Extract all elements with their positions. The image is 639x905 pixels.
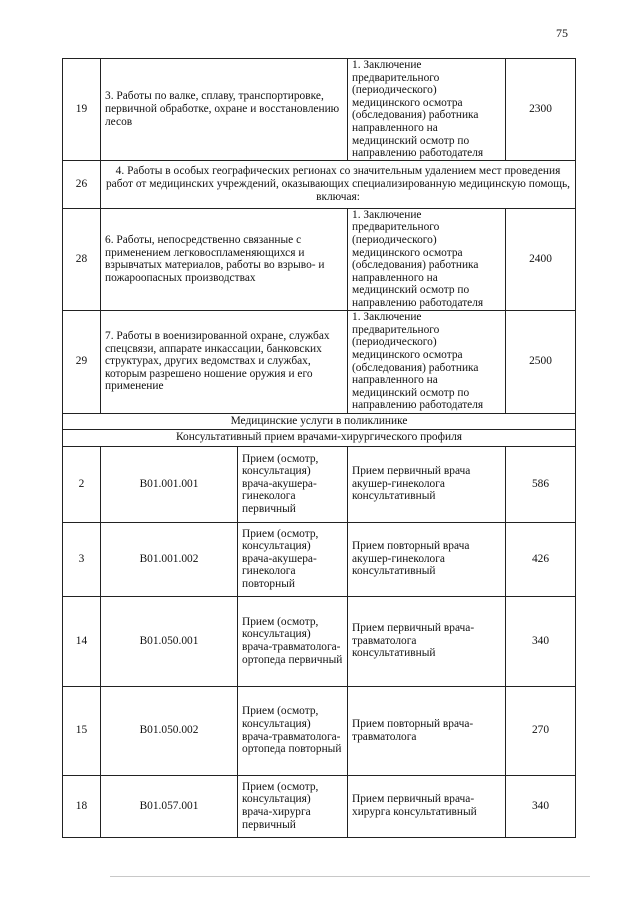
- row-number: 18: [63, 775, 101, 837]
- price-value: 340: [506, 775, 576, 837]
- service-code: B01.001.002: [101, 522, 238, 596]
- service-name: Прием (осмотр, консультация) врача-травматолога-ортопеда первичный: [238, 596, 348, 686]
- scan-edge-line: [110, 876, 590, 877]
- requirement-text: 1. Заключение предварительного (периодического) медицинского осмотра (обследования) работника направленного на медицинский осмотр по направлению работодателя: [348, 59, 506, 161]
- price-value: 340: [506, 596, 576, 686]
- work-type: 6. Работы, непосредственно связанные с применением легковоспламеняющихся и взрывчатых материалов, работы во взрыво- и пожароопасных производствах: [101, 208, 348, 310]
- section-heading-consult: Консультативный прием врачами-хирургического профиля: [63, 429, 576, 446]
- region-heading: 4. Работы в особых географических регионах со значительным удалением мест проведения работ от медицинских учреждений, оказывающих специализированную медицинскую помощь, включая:: [101, 160, 576, 208]
- price-table: [62, 58, 576, 838]
- section-heading-polyclinic: Медицинские услуги в поликлинике: [63, 413, 576, 429]
- service-description: Прием повторный врача акушер-гинеколога консультативный: [348, 522, 506, 596]
- table-row: [63, 208, 576, 310]
- price-value: 586: [506, 446, 576, 522]
- price-value: 270: [506, 686, 576, 775]
- table-row: [63, 310, 576, 413]
- section-row: [63, 429, 576, 446]
- row-number: 14: [63, 596, 101, 686]
- work-type: 7. Работы в военизированной охране, службах спецсвязи, аппарате инкассации, банковских структурах, других ведомствах и службах, которым разрешено ношение оружия и его применение: [101, 310, 348, 413]
- service-description: Прием первичный врача акушер-гинеколога консультативный: [348, 446, 506, 522]
- requirement-text: 1. Заключение предварительного (периодического) медицинского осмотра (обследования) работника направленного на медицинский осмотр по направлению работодателя: [348, 208, 506, 310]
- service-name: Прием (осмотр, консультация) врача-травматолога-ортопеда повторный: [238, 686, 348, 775]
- section-row: [63, 413, 576, 429]
- row-number: 2: [63, 446, 101, 522]
- service-name: Прием (осмотр, консультация) врача-акушера-гинеколога повторный: [238, 522, 348, 596]
- table-row: [63, 446, 576, 522]
- service-name: Прием (осмотр, консультация) врача-хирурга первичный: [238, 775, 348, 837]
- service-name: Прием (осмотр, консультация) врача-акушера-гинеколога первичный: [238, 446, 348, 522]
- row-number: 26: [63, 160, 101, 208]
- service-description: Прием повторный врача-травматолога: [348, 686, 506, 775]
- row-number: 19: [63, 59, 101, 161]
- service-code: B01.057.001: [101, 775, 238, 837]
- service-code: B01.050.001: [101, 596, 238, 686]
- price-value: 426: [506, 522, 576, 596]
- price-value: 2300: [506, 59, 576, 161]
- table-row: [63, 686, 576, 775]
- table-row: [63, 59, 576, 161]
- price-value: 2400: [506, 208, 576, 310]
- table-row: [63, 596, 576, 686]
- service-description: Прием первичный врача-травматолога консультативный: [348, 596, 506, 686]
- page-number: 75: [556, 26, 568, 40]
- table-row: [63, 775, 576, 837]
- price-list-sheet: [62, 58, 575, 838]
- price-value: 2500: [506, 310, 576, 413]
- service-code: B01.001.001: [101, 446, 238, 522]
- service-code: B01.050.002: [101, 686, 238, 775]
- work-type: 3. Работы по валке, сплаву, транспортировке, первичной обработке, охране и восстановлению лесов: [101, 59, 348, 161]
- requirement-text: 1. Заключение предварительного (периодического) медицинского осмотра (обследования) работника направленного на медицинский осмотр по направлению работодателя: [348, 310, 506, 413]
- row-number: 15: [63, 686, 101, 775]
- service-description: Прием первичный врача-хирурга консультативный: [348, 775, 506, 837]
- row-number: 29: [63, 310, 101, 413]
- table-row: [63, 522, 576, 596]
- table-row: [63, 160, 576, 208]
- row-number: 3: [63, 522, 101, 596]
- row-number: 28: [63, 208, 101, 310]
